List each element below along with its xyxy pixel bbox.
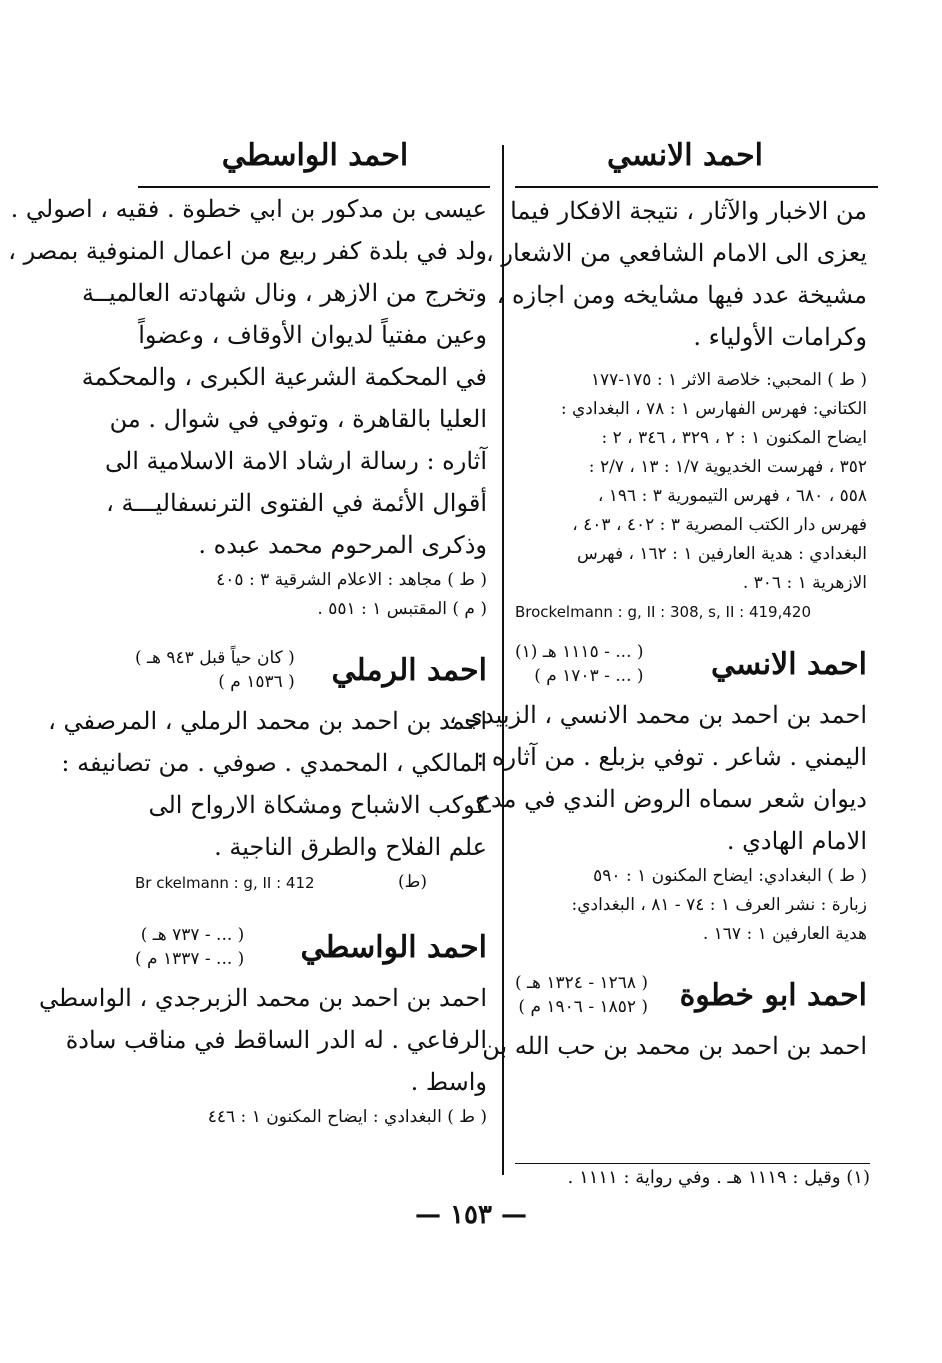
entry-name: احمد الرملي — [331, 652, 487, 688]
text-line: واسط . — [410, 1068, 487, 1096]
text-line: عيسى بن مدكور بن ابي خطوة . فقيه ، اصولي . — [10, 195, 487, 223]
entry-name: احمد ابو خطوة — [679, 977, 867, 1013]
text-line: علم الفلاح والطرق الناجية . — [214, 833, 487, 861]
brockelmann-row — [135, 868, 487, 897]
reference-line: زبارة : نشر العرف ١ : ٧٤ - ٨١ ، البغدادي: — [571, 895, 867, 915]
reference-line: ( ط ) المحبي: خلاصة الاثر ١ : ١٧٥-١٧٧ — [590, 370, 867, 390]
reference-line: ايضاح المكنون ١ : ٢ ، ٣٢٩ ، ٣٤٦ ، ٢ : — [601, 428, 867, 448]
entry-heading — [515, 971, 867, 1019]
footnote-rule — [515, 1163, 870, 1164]
text-line: ولد في بلدة كفر ربيع من اعمال المنوفية بمصر ، — [8, 237, 487, 265]
text-line: وعين مفتياً لديوان الأوقاف ، وعضواً — [138, 321, 487, 349]
text-line: احمد بن احمد بن محمد الرملي ، المرصفي ، — [48, 707, 487, 735]
text-line: أقوال الأئمة في الفتوى الترنسفاليـــة ، — [106, 489, 487, 517]
text-line: في المحكمة الشرعية الكبرى ، والمحكمة — [81, 363, 487, 391]
text-line: وتخرج من الازهر ، ونال شهادته العالميــة — [82, 279, 487, 307]
date-hijri: ( ... - ٧٣٧ هـ ) — [140, 925, 245, 945]
date-hijri: ( ١٢٦٨ - ١٣٢٤ هـ ) — [515, 973, 649, 993]
brockelmann-reference: Brockelmann : g, II : 308, s, II : 419,420 — [515, 603, 811, 621]
header-rule-right — [515, 186, 878, 188]
entry-heading — [515, 640, 867, 688]
date-gregorian: ( ١٨٥٢ - ١٩٠٦ م ) — [518, 997, 649, 1017]
reference-line: الازهرية ١ : ٣٠٦ . — [742, 573, 867, 593]
date-gregorian: ( ١٥٣٦ م ) — [218, 672, 295, 692]
reference-line: ٥٥٨ ، ٦٨٠ ، فهرس التيمورية ٣ : ١٩٦ ، — [597, 486, 867, 506]
text-line: كوكب الاشباح ومشكاة الارواح الى — [148, 791, 487, 819]
brockelmann-reference: Br ckelmann : g, II : 412 — [135, 873, 315, 892]
date-gregorian: ( ... - ١٧٠٣ م ) — [534, 666, 644, 686]
date-hijri: ( ... - ١١١٥ هـ (١) — [515, 642, 644, 662]
entry-dates — [135, 923, 244, 971]
right-column — [448, 190, 867, 1067]
text-line: وكرامات الأولياء . — [693, 323, 867, 351]
reference-line: البغدادي : هدية العارفين ١ : ١٦٢ ، فهرس — [576, 544, 867, 564]
text-line: من الاخبار والآثار ، نتيجة الافكار فيما — [510, 197, 867, 225]
reference-line: الكتاني: فهرس الفهارس ١ : ٧٨ ، البغدادي : — [560, 399, 867, 419]
reference-line: ( ط ) البغدادي : ايضاح المكنون ١ : ٤٤٦ — [207, 1107, 487, 1127]
text-line: اليمني . شاعر . توفي بزبلع . من آثاره : — [476, 743, 867, 771]
text-line: الامام الهادي . — [726, 827, 867, 855]
reference-line: ( ط ) البغدادي: ايضاح المكنون ١ : ٥٩٠ — [593, 866, 867, 886]
running-header-left: احمد الواسطي — [221, 138, 409, 173]
date-gregorian: ( ... - ١٣٣٧ م ) — [135, 949, 245, 969]
reference-mark: (ط) — [397, 872, 427, 892]
text-line: احمد بن احمد بن محمد الانسي ، الزبيدي ، — [448, 701, 867, 729]
text-line: وذكرى المرحوم محمد عبده . — [198, 531, 487, 559]
text-line: يعزى الى الامام الشافعي من الاشعار ، — [486, 239, 867, 267]
text-line: آثاره : رسالة ارشاد الامة الاسلامية الى — [104, 447, 487, 475]
entry-dates — [135, 646, 295, 694]
text-line: العليا بالقاهرة ، وتوفي في شوال . من — [109, 405, 487, 433]
entry-dates — [515, 971, 648, 1019]
entry-name: احمد الانسي — [711, 646, 867, 682]
reference-line: فهرس دار الكتب المصرية ٣ : ٤٠٢ ، ٤٠٣ ، — [572, 515, 867, 535]
text-line: المالكي ، المحمدي . صوفي . من تصانيفه : — [61, 749, 487, 777]
running-header-right: احمد الانسي — [607, 138, 763, 173]
reference-line: ٣٥٢ ، فهرست الخديوية ١/٧ : ١٣ ، ٢/٧ : — [588, 457, 867, 477]
reference-line: هدية العارفين ١ : ١٦٧ . — [702, 924, 867, 944]
footnote: (١) وقيل : ١١١٩ هـ . وفي رواية : ١١١١ . — [567, 1167, 870, 1188]
entry-heading — [135, 923, 487, 971]
entry-heading — [135, 646, 487, 694]
text-line: الرفاعي . له الدر الساقط في مناقب سادة — [65, 1026, 487, 1054]
left-column — [8, 188, 487, 1132]
entry-name: احمد الواسطي — [300, 929, 487, 965]
text-line: مشيخة عدد فيها مشايخه ومن اجازه ، — [496, 281, 867, 309]
date-hijri: ( كان حياً قبل ٩٤٣ هـ ) — [135, 648, 295, 668]
entry-dates — [515, 640, 644, 688]
text-line: ديوان شعر سماه الروض الندي في مدح — [475, 785, 867, 813]
text-line: احمد بن احمد بن محمد الزبرجدي ، الواسطي — [38, 984, 487, 1012]
text-line: احمد بن احمد بن محمد بن حب الله بن — [482, 1032, 867, 1060]
reference-line: ( م ) المقتبس ١ : ٥٥١ . — [317, 599, 487, 619]
page-number: — ١٥٣ — — [414, 1200, 528, 1230]
reference-line: ( ط ) مجاهد : الاعلام الشرقية ٣ : ٤٠٥ — [216, 570, 487, 590]
